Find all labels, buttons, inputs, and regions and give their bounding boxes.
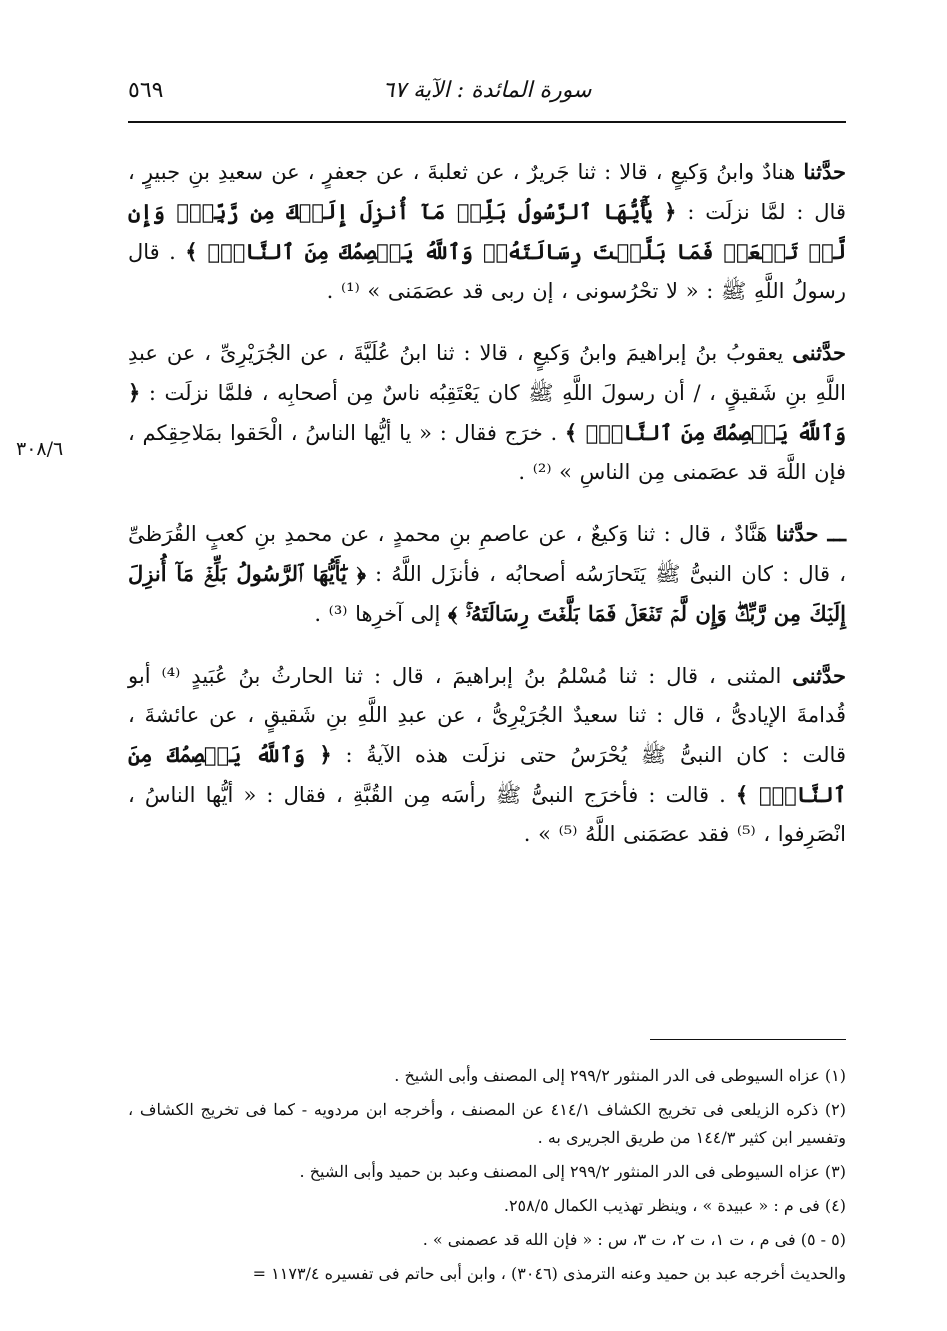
isnad-lead: حدَّثنا — [803, 159, 846, 184]
footnote-5: (٥ - ٥) فى م ، ت ١، ت ٢، ت ٣، س : « فإن الله قد عصمنى » . — [422, 1230, 846, 1249]
paragraph-text: . قالت : فأخرَج النبىُّ ﷺ رأسَه مِن القُبَّةِ ، فقال : « أيُّها الناسُ ، انْصَرِفوا ، ⁽⁵⁾ فقد عصَمَنى اللَّهُ ⁽⁵⁾ » . — [128, 783, 846, 846]
footnote-3: (٣) عزاه السيوطى فى الدر المنثور ٢٩٩/٢ إلى المصنف وعبد بن حميد وأبى الشيخ . — [299, 1162, 846, 1181]
footnote-4: (٤) فى م : « عبيدة » ، وينظر تهذيب الكمال ٢٥٨/٥. — [503, 1196, 846, 1215]
running-title: سورة المائدة : الآية ٦٧ — [382, 78, 592, 103]
paragraph-3 — [128, 514, 846, 634]
quran-quote: ﴿ يَٰٓأَيُّهَا ٱلرَّسُولُ بَلِّغۡ مَآ أُنزِلَ إِلَيۡكَ مِن رَّبِّكَۖ وَإِن لَّمۡ تَفۡعَلۡ فَمَا بَلَّغۡتَ رِسَالَتَهُۥۚ وَٱللَّهُ يَعۡصِمُكَ مِنَ ٱلنَّاسِۗ ﴾ — [128, 199, 846, 264]
paragraph-text: هنادٌ وابنُ وَكيعٍ ، قالا : ثنا جَريرٌ ، عن ثعلبةَ ، عن جعفرٍ ، عن سعيدِ بنِ جبيرٍ ، قال : لمَّا نزلَت : — [128, 160, 846, 224]
footnote-continuation: والحديث أخرجه عبد بن حميد وعنه الترمذى (٣٠٤٦) ، وابن أبى حاتم فى تفسيره ١١٧٣/٤ = — [252, 1264, 846, 1283]
dash-mark: ـــ — [818, 521, 846, 546]
quran-quote: ﴿ وَٱللَّهُ يَعۡصِمُكَ مِنَ ٱلنَّاسِۗ ﴾ — [128, 380, 847, 445]
main-text — [128, 152, 846, 876]
paragraph-text: هَنَّادٌ ، قال : ثنا وَكيعٌ ، عن عاصمِ بنِ محمدٍ ، عن محمدِ بنِ كعبٍ القُرَظىِّ ، قال : كان النبىُّ ﷺ يَتَحارَسُه أصحابُه ، فأنزَل اللَّهُ : — [128, 522, 846, 586]
isnad-lead: حدَّثنى — [792, 340, 846, 365]
paragraph-4 — [128, 656, 846, 854]
page-number: ٥٦٩ — [128, 78, 164, 103]
footnote-rule — [650, 1039, 846, 1040]
quran-quote: ﴿ وَٱللَّهُ يَعۡصِمُكَ مِنَ ٱلنَّاسِۗ ﴾ — [128, 742, 846, 807]
paragraph-2 — [128, 333, 846, 492]
paragraph-text: المثنى ، قال : ثنا مُسْلمُ بنُ إبراهيمَ ، قال : ثنا الحارثُ بنُ عُبَيدٍ ⁽⁴⁾ أبو قُدامةَ الإيادىُّ ، قال : ثنا سعيدٌ الجُرَيْرِىُّ ، عن عبدِ اللَّهِ بنِ شَقيقٍ ، عن عائشةَ ، قالت : كان النبىُّ ﷺ يُحْرَسُ حتى نزلَت هذه الآيةُ : — [128, 664, 846, 767]
paragraph-1 — [128, 152, 846, 311]
page-header — [128, 78, 846, 118]
footnotes — [128, 1062, 846, 1294]
isnad-lead: حدَّثنا — [775, 521, 819, 546]
quran-quote: ﴿ يَٰٓأَيُّهَا ٱلرَّسُولُ بَلِّغۡ مَآ أُنزِلَ إِلَيۡكَ مِن رَّبِّكَۖ وَإِن لَّمۡ تَفۡعَلۡ فَمَا بَلَّغۡتَ رِسَالَتَهُۥۚ ﴾ — [128, 561, 846, 626]
footnote-1: (١) عزاه السيوطى فى الدر المنثور ٢٩٩/٢ إلى المصنف وأبى الشيخ . — [394, 1066, 846, 1085]
header-rule — [128, 121, 846, 123]
paragraph-text: . خرَج فقال : « يا أيُّها الناسُ ، الْحَقوا بمَلاحِقِكم ، فإن اللَّهَ قد عصَمنى مِن الناسِ » ⁽²⁾ . — [128, 421, 846, 484]
isnad-lead: حدَّثنى — [792, 663, 846, 688]
footnote-2: (٢) ذكره الزيلعى فى تخريج الكشاف ٤١٤/١ عن المصنف ، وأخرجه ابن مردويه - كما فى تخريج الكشاف ، وتفسير ابن كثير ١٤٤/٣ من طريق الجريرى به . — [128, 1100, 846, 1147]
paragraph-text: . قال رسولُ اللَّهِ ﷺ : « لا تحْرُسونى ، إن ربى قد عصَمَنى » ⁽¹⁾ . — [128, 240, 846, 303]
margin-page-reference: ٣٠٨/٦ — [16, 438, 64, 460]
paragraph-text: يعقوبُ بنُ إبراهيمَ وابنُ وَكيعٍ ، قالا : ثنا ابنُ عُلَيَّةَ ، عن الجُرَيْرِىِّ ، عن عبدِ اللَّهِ بنِ شَقيقٍ ، / أن رسولَ اللَّهِ ﷺ كان يَعْتَقِبُه ناسٌ مِن أصحابِه ، فلمَّا نزلَت : — [128, 341, 846, 405]
paragraph-text: إلى آخرِها ⁽³⁾ . — [314, 602, 449, 626]
